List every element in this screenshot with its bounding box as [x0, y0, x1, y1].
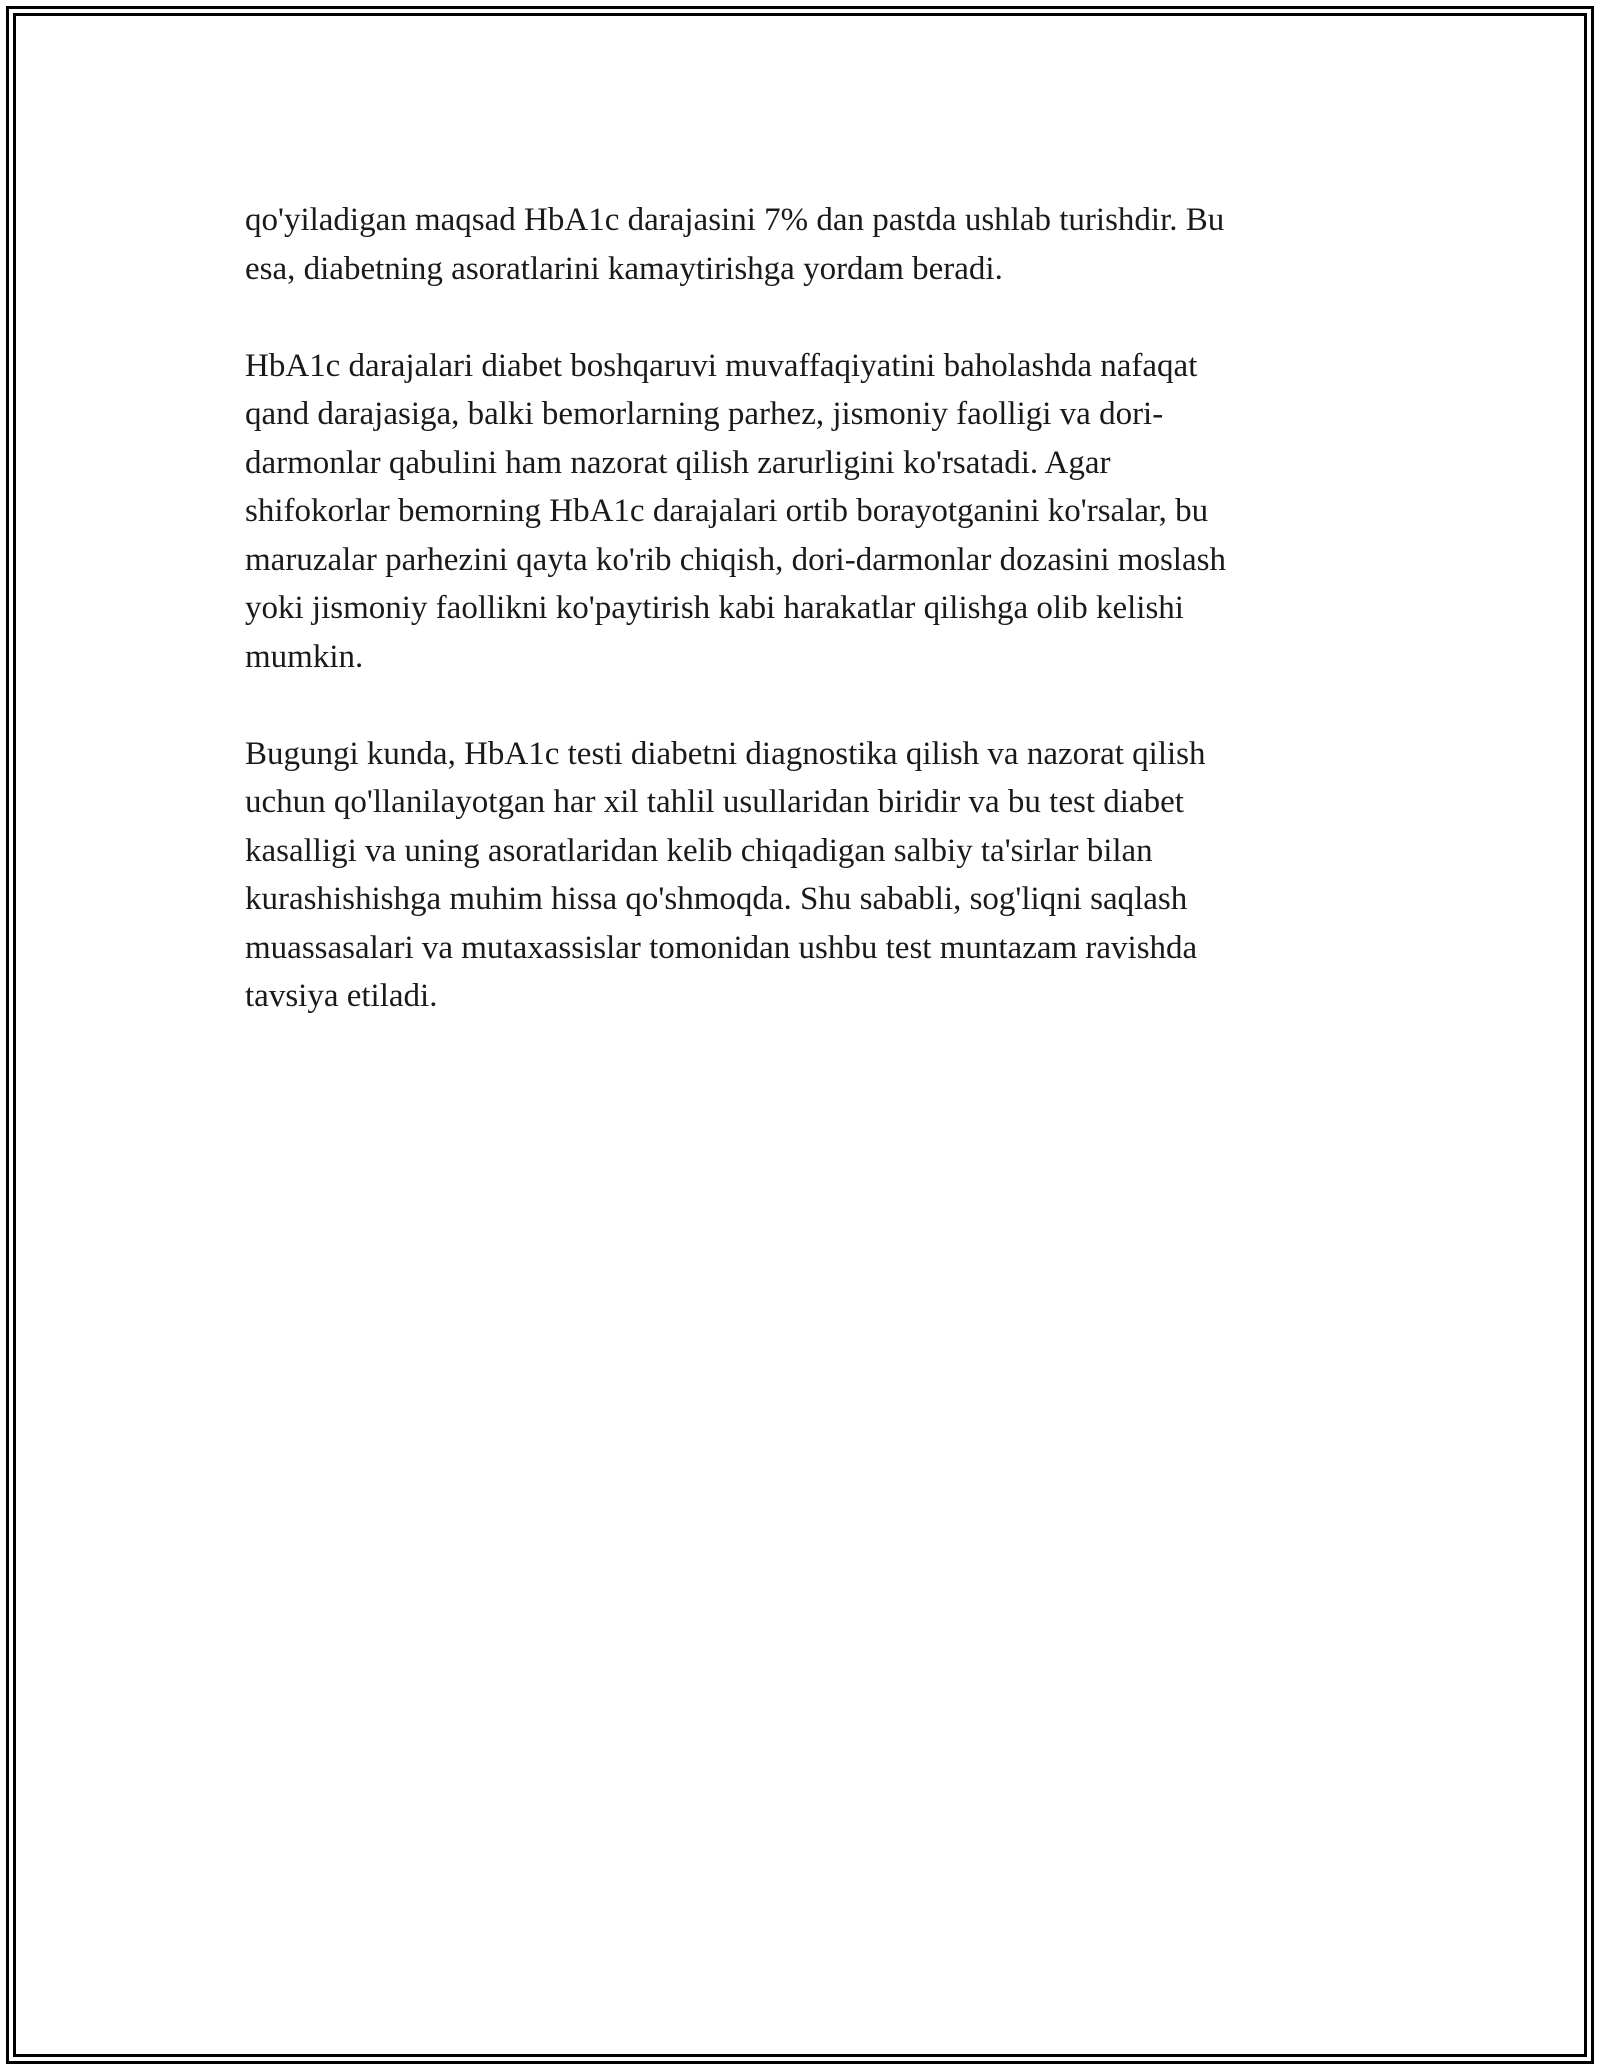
paragraph-2 — [245, 342, 1355, 682]
page-frame — [6, 6, 1594, 2064]
paragraph-3 — [245, 730, 1355, 1021]
text-line: Bugungi kunda, HbA1c testi diabetni diagnostika qilish va nazorat qilish — [245, 735, 1206, 772]
text-line: qand darajasiga, balki bemorlarning parhez, jismoniy faolligi va dori- — [245, 396, 1164, 432]
text-line: tavsiya etiladi. — [245, 978, 438, 1014]
text-line: darmonlar qabulini ham nazorat qilish zarurligini ko'rsatadi. Agar — [245, 444, 1111, 481]
document-body — [245, 196, 1355, 1069]
text-line: mumkin. — [245, 638, 364, 675]
text-line: muassasalari va mutaxassislar tomonidan ushbu test muntazam ravishda — [245, 929, 1198, 966]
text-line: maruzalar parhezini qayta ko'rib chiqish, dori-darmonlar dozasini moslash — [245, 541, 1226, 578]
text-line: esa, diabetning asoratlarini kamaytirishga yordam beradi. — [245, 250, 1003, 287]
text-line: kasalligi va uning asoratlaridan kelib chiqadigan salbiy ta'sirlar bilan — [245, 832, 1153, 869]
paragraph-1 — [245, 196, 1355, 293]
text-line: uchun qo'llanilayotgan har xil tahlil usullaridan biridir va bu test diabet — [245, 784, 1184, 820]
text-line: shifokorlar bemorning HbA1c darajalari ortib borayotganini ko'rsalar, bu — [245, 493, 1209, 529]
text-line: yoki jismoniy faollikni ko'paytirish kabi harakatlar qilishga olib kelishi — [245, 590, 1184, 626]
text-line: qo'yiladigan maqsad HbA1c darajasini 7% dan pastda ushlab turishdir. Bu — [245, 202, 1225, 238]
text-line: kurashishishga muhim hissa qo'shmoqda. Shu sababli, sog'liqni saqlash — [245, 881, 1188, 917]
text-line: HbA1c darajalari diabet boshqaruvi muvaffaqiyatini baholashda nafaqat — [245, 347, 1198, 384]
